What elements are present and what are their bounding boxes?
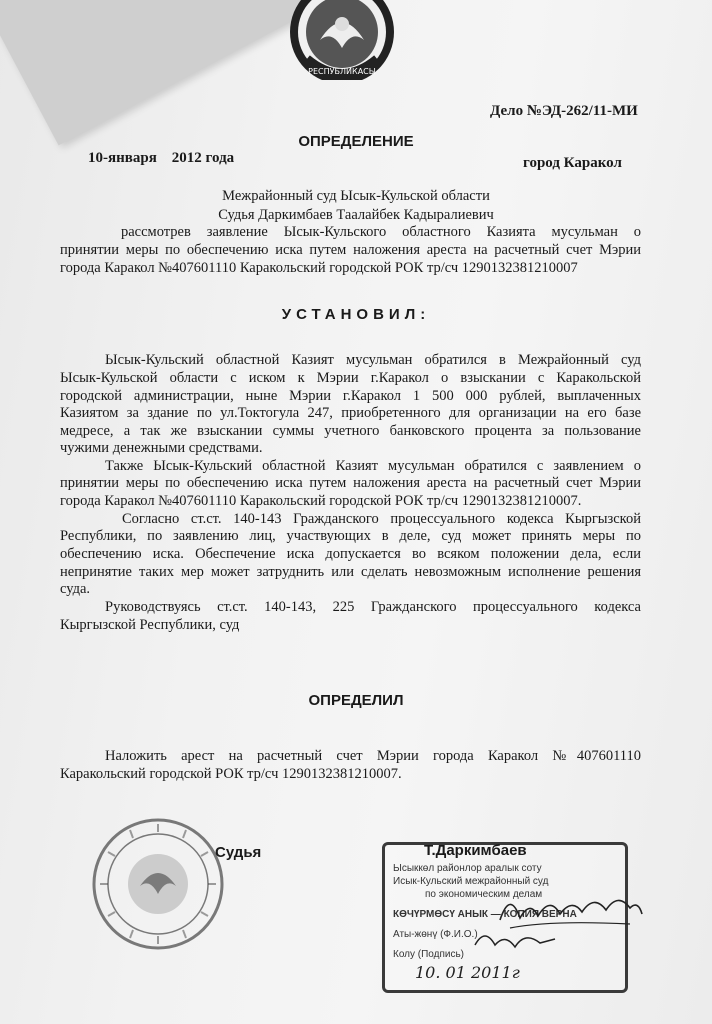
decided-heading: ОПРЕДЕЛИЛ [308,692,404,709]
judge-label: Судья [215,844,262,861]
case-number: Дело №ЭД-262/11-МИ [490,103,638,119]
stamp-line: Аты-жөнү (Ф.И.О.) [393,929,478,940]
document-title: ОПРЕДЕЛЕНИЕ [298,133,414,150]
judge-line: Судья Даркимбаев Таалайбек Кадыралиевич [218,207,494,223]
stamp-line: Колу (Подпись) [393,949,465,960]
stamp-line: КӨЧҮРМӨСҮ АНЫК — КОПИЯ ВЕРНА [393,909,577,920]
body-line: Республики, по заявлению лиц, участвующих в деле, суд может принять меры по [60,528,641,544]
stamp-date: 10. 01 2011г [415,963,520,982]
judge-name: Т.Даркимбаев [424,842,527,859]
stamp-line: Ысыккөл районлор аралык соту [393,863,542,874]
body-line: непринятие таких мер может затруднить или сделать невозможным исполнение решения [60,564,641,580]
stamp-line: Исык-Кульский межрайонный суд [393,876,549,887]
body-line: медресе, а так же взыскании суммы учетного банковского процента за пользование [60,423,641,439]
court-name: Межрайонный суд Ысык-Кульской области [222,188,490,204]
body-line: Ысык-Кульской области с иском к Мэрии г.Каракол о взыскании с Каракольской [60,370,641,386]
body-line: Казиятом за здание по ул.Токтогула 247, приобретенного для организации на его базе [60,405,641,421]
body-line: Также Ысык-Кульский областной Казият мусульман обратился с заявлением о [105,458,641,474]
body-line: принятии меры по обеспечению иска путем наложения ареста на расчетный счет Мэрии [60,475,641,491]
intro-line: города Каракол №407601110 Каракольский городской РОК тр/сч 1290132381210007 [60,260,578,276]
intro-line: рассмотрев заявление Ысык-Кульского областного Казията мусульман о [121,224,641,240]
body-line: обеспечению иска. Обеспечение иска допускается во всяком положении дела, если [60,546,641,562]
ruling-line: Наложить арест на расчетный счет Мэрии города Каракол №407601110 [105,748,641,764]
court-seal [88,812,228,957]
body-line: Согласно ст.ст. 140-143 Гражданского процессуального кодекса Кыргызской [122,511,641,527]
body-line: суда. [60,581,91,597]
body-line: Руководствуясь ст.ст. 140-143, 225 Гражданского процессуального кодекса [105,599,641,615]
body-line: городской администрации, ныне Мэрии г.Каракол 1 500 000 рублей, выплаченных [60,388,641,404]
folded-corner [0,0,323,145]
body-line: Ысык-Кульский областной Казият мусульман обратился в Межрайонный суд [105,352,641,368]
intro-line: принятии меры по обеспечению иска путем наложения ареста на расчетный счет Мэрии [60,242,641,258]
body-line: чужими денежными средствами. [60,440,263,456]
document-city: город Каракол [523,155,622,171]
emblem-text: РЕСПУБЛИКАСЫ [308,67,376,76]
established-heading: УСТАНОВИЛ: [281,306,431,323]
handwritten-initials [470,925,560,955]
document-date: 10-января 2012 года [88,150,235,166]
stamp-line: по экономическим делам [425,889,543,900]
body-line: Кыргызской Республики, суд [60,617,240,633]
ruling-line: Каракольский городской РОК тр/сч 1290132381210007. [60,766,402,782]
state-emblem-icon [286,0,398,80]
body-line: города Каракол №407601110 Каракольский городской РОК тр/сч 1290132381210007. [60,493,582,509]
